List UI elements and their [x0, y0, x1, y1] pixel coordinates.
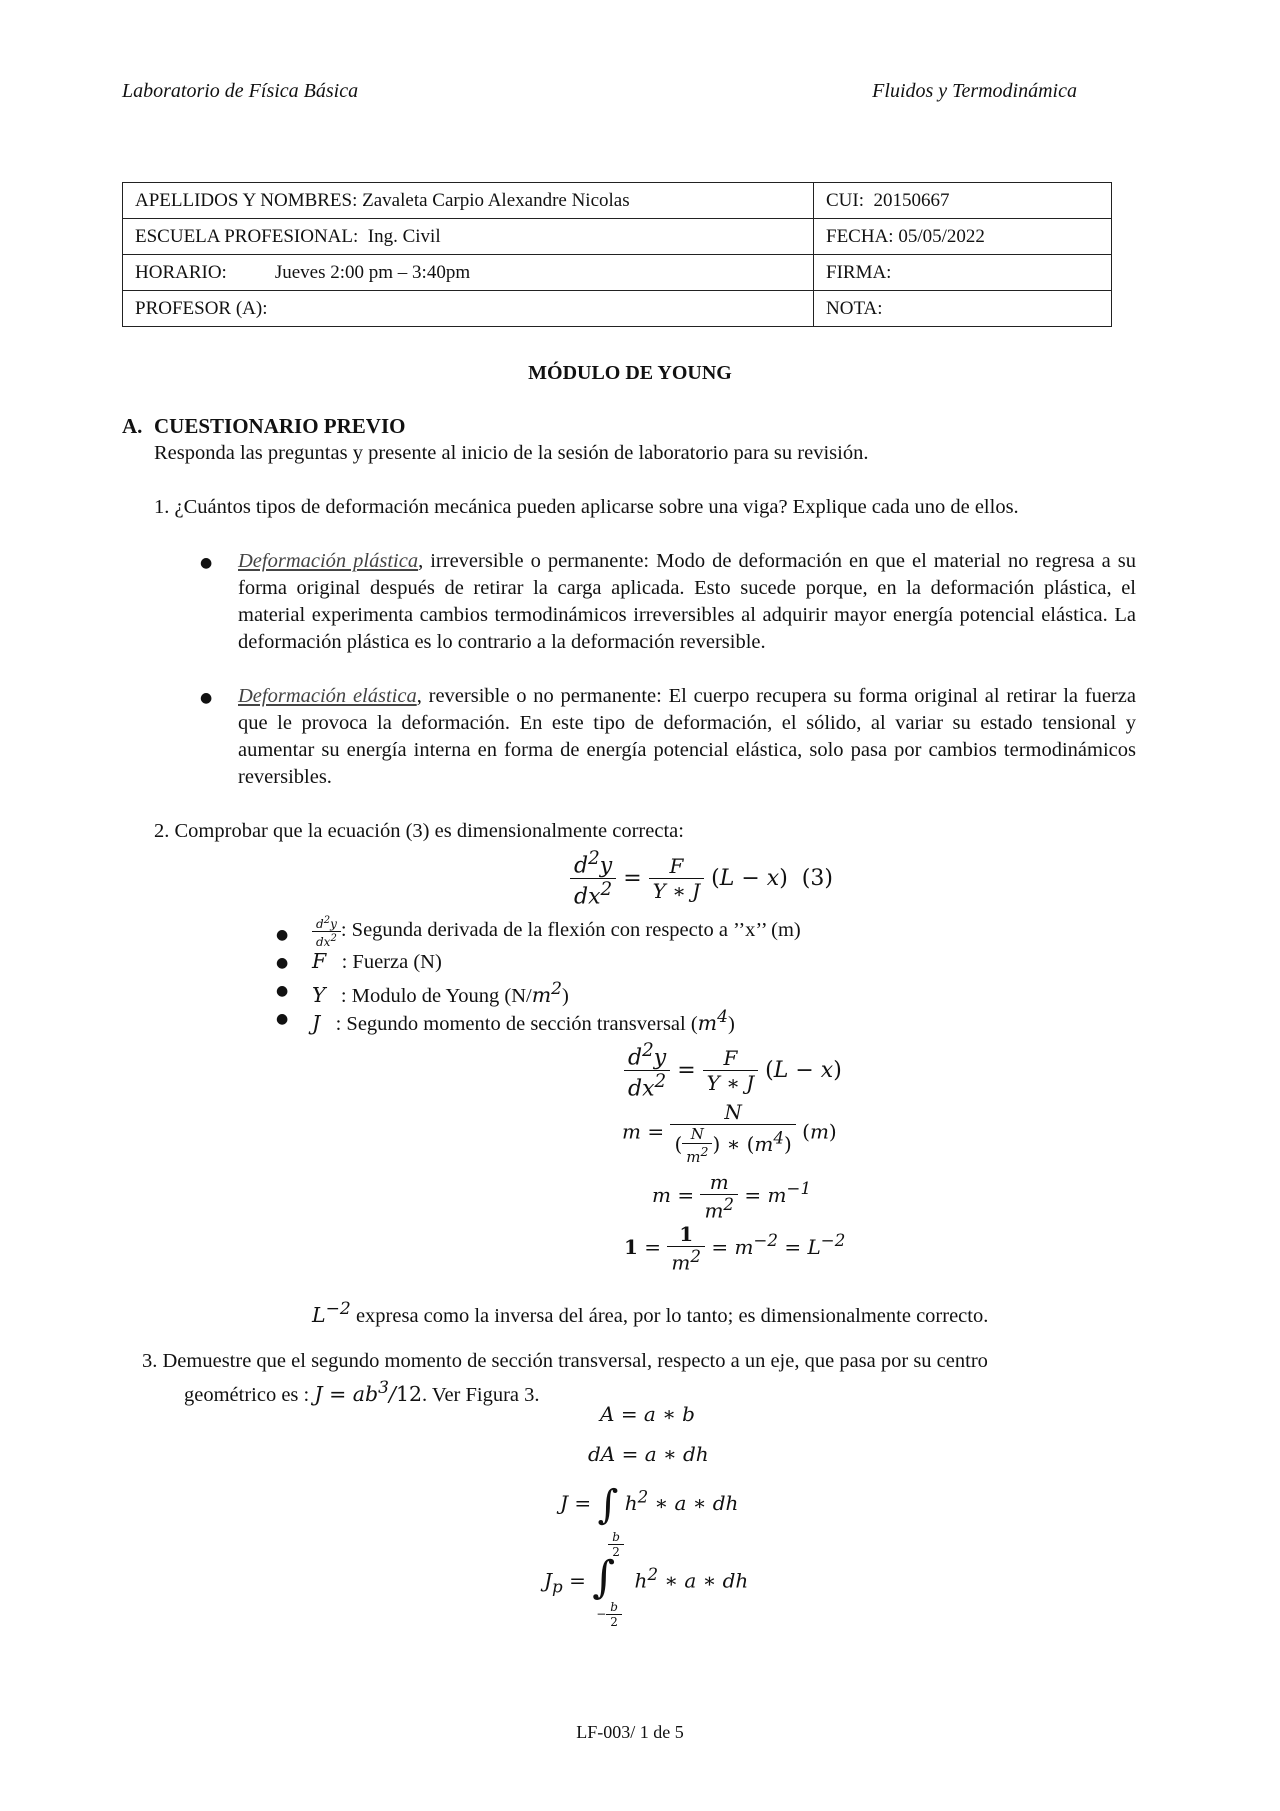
bullet-icon: ●	[200, 555, 213, 571]
names-value: Zavaleta Carpio Alexandre Nicolas	[362, 189, 630, 211]
item-text: , irreversible o permanente: Modo de deformación en que el material no regresa a su forma original después de retirar la carga aplicada. Esto sucede porque, en la deformación plástica, el material experimenta cambios termodinámicos irreversibles al adquirir mayor energía potencial elástica. La deformación plástica es lo contrario a la deformación reversible.	[238, 550, 1136, 653]
school-value: Ing. Civil	[367, 225, 441, 247]
bullet-icon: ●	[200, 690, 213, 706]
question-3-line-2: geométrico es : $J = ab^3/12$. Ver Figura 3.	[184, 1378, 540, 1406]
derivation-line-3: m = $\frac{m}{m^2}$ = $m^{-1}$	[652, 1170, 812, 1223]
section-intro: Responda las preguntas y presente al inicio de la sesión de laboratorio para su revisión.	[154, 442, 869, 464]
list-item	[238, 548, 1136, 656]
list-item: F : Fuerza (N)	[312, 949, 442, 973]
equation-3: $\frac{d^2y}{dx^2}$ = $\frac{F}{Y ∗ J}$ (L − x) (3)	[570, 848, 833, 910]
professor-label: PROFESOR (A):	[135, 297, 268, 319]
list-item: Y : Modulo de Young $(N/m^2)$	[312, 979, 569, 1007]
schedule-label: HORARIO:	[135, 261, 227, 283]
section-letter: A.	[122, 414, 143, 438]
date-label: FECHA:	[826, 225, 894, 247]
names-label: APELLIDOS Y NOMBRES:	[135, 189, 358, 211]
date-value: 05/05/2022	[898, 225, 985, 247]
table-row	[123, 291, 1112, 327]
signature-label: FIRMA:	[826, 261, 892, 283]
conclusion-text: expresa como la inversa del área, por lo tanto; es dimensionalmente correcto.	[355, 1304, 989, 1327]
header-course: Laboratorio de Física Básica	[122, 80, 359, 102]
bullet-icon: ●	[276, 927, 289, 943]
item-text: , reversible o no permanente: El cuerpo recupera su forma original al retirar la fuerza que le provoca la deformación. En este tipo de deformación, el sólido, al variar su estado tensional y aumentar su energía interna en forma de energía potencial elástica, solo pasa por cambios termodinámicos reversibles.	[238, 685, 1136, 788]
term-plastic: Deformación plástica	[238, 550, 419, 572]
derivation-line-2: m = N ( $\frac{N}{m^2}$ ) ∗ $(m^4)$ (m)	[622, 1100, 837, 1166]
question-3-line-1: 3. Demuestre que el segundo momento de sección transversal, respecto a un eje, que pasa por su centro	[142, 1350, 988, 1372]
list-item: $\frac{d^2y}{dx^2}$ : Segunda derivada de la flexión con respecto a ’’x’’ (m)	[312, 914, 801, 949]
table-row	[123, 255, 1112, 291]
school-label: ESCUELA PROFESIONAL:	[135, 225, 359, 247]
bullet-icon: ●	[276, 955, 289, 971]
table-row	[123, 183, 1112, 219]
derivation-line-1: $\frac{d^2y}{dx^2}$ = $\frac{F}{Y ∗ J}$ (L − x)	[624, 1040, 842, 1102]
var-deriv-desc: : Segunda derivada de la flexión con respecto a ’’x’’ (m)	[340, 919, 801, 942]
list-item: J : Segundo momento de sección transversal $(m^4)$	[312, 1007, 735, 1035]
list-item	[238, 683, 1136, 791]
schedule-value: Jueves 2:00 pm – 3:40pm	[274, 261, 471, 283]
student-info-table	[122, 182, 1112, 327]
grade-label: NOTA:	[826, 297, 883, 319]
page-footer: LF-003/ 1 de 5	[576, 1722, 684, 1742]
table-row	[123, 219, 1112, 255]
cui-label: CUI:	[826, 189, 864, 211]
derivation-line-4: 1 = $\frac{1}{m^2}$ = $m^{-2} = L^{-2}$	[624, 1222, 846, 1275]
page-title: MÓDULO DE YOUNG	[528, 362, 732, 384]
moment-integral-bounded: $J_p$ = ∫ $\frac{b}{2}$ − $\frac{b}{2}$ $h^2$ ∗ a ∗ dh	[544, 1530, 749, 1629]
area-differential: dA = a ∗ dh	[588, 1442, 709, 1466]
bullet-icon: ●	[276, 983, 289, 999]
moment-integral: J = ∫ $h^2$ ∗ a ∗ dh	[560, 1482, 739, 1528]
section-title: CUESTIONARIO PREVIO	[154, 414, 406, 438]
conclusion: $L^{-2}$ expresa como la inversa del área, por lo tanto; es dimensionalmente correcto.	[312, 1299, 989, 1327]
bullet-icon: ●	[276, 1011, 289, 1027]
cui-value: 20150667	[873, 189, 950, 211]
term-elastic: Deformación elástica	[238, 685, 417, 707]
area-equation: A = a ∗ b	[600, 1402, 695, 1426]
section-a-heading	[122, 414, 405, 439]
equation-number: (3)	[801, 865, 833, 891]
question-2: 2. Comprobar que la ecuación (3) es dimensionalmente correcta:	[154, 820, 684, 842]
header-topic: Fluidos y Termodinámica	[872, 80, 1077, 102]
question-1: 1. ¿Cuántos tipos de deformación mecánica pueden aplicarse sobre una viga? Explique cada uno de ellos.	[154, 496, 1019, 518]
